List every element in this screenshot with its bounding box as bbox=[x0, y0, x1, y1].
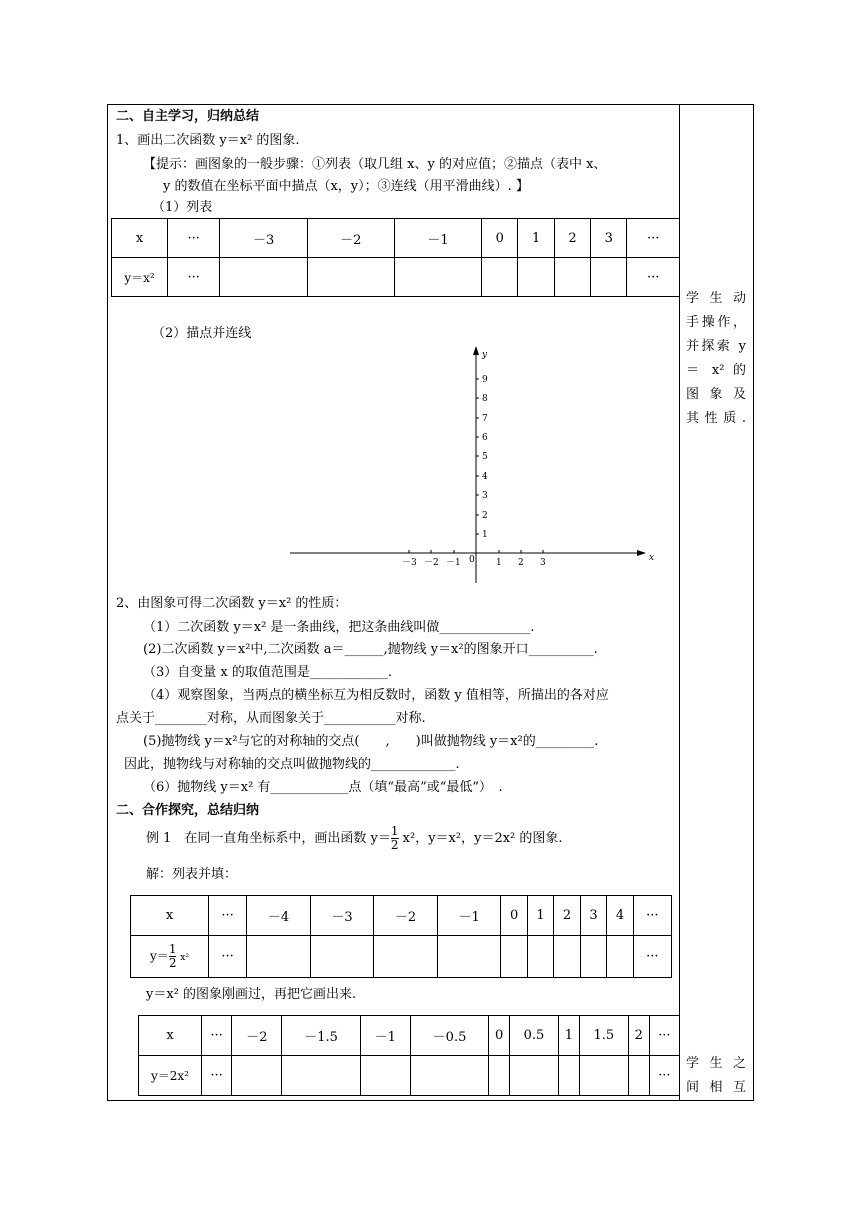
table-cell-blank[interactable] bbox=[360, 1056, 410, 1096]
table-cell-blank[interactable] bbox=[437, 936, 501, 978]
table-cell-blank[interactable] bbox=[628, 1056, 649, 1096]
table-cell: －3 bbox=[310, 896, 374, 936]
question-2: 2、由图象可得二次函数 y＝x² 的性质： bbox=[116, 596, 348, 611]
table-cell: －4 bbox=[247, 896, 311, 936]
table-cell: 2 bbox=[628, 1016, 649, 1056]
sidebar-note-line: 学 生 之 bbox=[686, 1056, 746, 1071]
x-tick-label: －1 bbox=[446, 558, 461, 568]
origin-label: 0 bbox=[469, 555, 475, 565]
table-cell: 1.5 bbox=[579, 1016, 628, 1056]
table-cell: －3 bbox=[220, 219, 307, 258]
table-cell: ··· bbox=[202, 1056, 232, 1096]
fraction-denominator: 2 bbox=[390, 838, 399, 852]
table-cell: ··· bbox=[627, 258, 680, 297]
table-row-x bbox=[131, 896, 672, 936]
y-tick-label: 7 bbox=[482, 414, 488, 424]
table-cell: ··· bbox=[209, 896, 247, 936]
table-cell-blank[interactable] bbox=[394, 258, 481, 297]
table-cell: y＝x² bbox=[112, 258, 168, 297]
table-cell-blank[interactable] bbox=[579, 1056, 628, 1096]
step-1-label: （1）列表 bbox=[152, 200, 213, 215]
table-cell: y＝2x² bbox=[139, 1056, 202, 1096]
table-row-y bbox=[139, 1056, 680, 1096]
table-row-x bbox=[139, 1016, 680, 1056]
sidebar-note-line: 学 生 动 bbox=[686, 291, 746, 306]
table-cell-blank[interactable] bbox=[607, 936, 633, 978]
fraction-denominator: 2 bbox=[168, 956, 177, 970]
y-tick-label: 4 bbox=[482, 472, 488, 482]
example-text-start: 例 1 在同一直角坐标系中，画出函数 y＝ bbox=[146, 831, 391, 846]
table-cell: ··· bbox=[209, 936, 247, 978]
sidebar-note-line: 并探索 y bbox=[686, 339, 746, 354]
property-1: （1）二次函数 y＝x² 是一条曲线，把这条曲线叫做______________. bbox=[143, 620, 535, 635]
y-tick-label: 5 bbox=[482, 452, 488, 462]
step-2-label: （2）描点并连线 bbox=[152, 326, 252, 341]
section-heading-1: 二、自主学习，归纳总结 bbox=[116, 109, 260, 124]
fraction-one-half bbox=[169, 943, 177, 970]
table-cell-blank[interactable] bbox=[591, 258, 627, 297]
table-cell: 2 bbox=[554, 219, 590, 258]
x-axis-arrow bbox=[637, 550, 646, 556]
table-cell: ··· bbox=[627, 219, 680, 258]
table-cell-blank[interactable] bbox=[307, 258, 394, 297]
table-cell: 4 bbox=[607, 896, 633, 936]
x-tick-label: 2 bbox=[518, 558, 524, 568]
label-prefix: y＝ bbox=[150, 949, 169, 963]
table-cell: ··· bbox=[649, 1056, 679, 1096]
property-3: （3）自变量 x 的取值范围是____________. bbox=[143, 665, 392, 680]
table-cell: －1 bbox=[394, 219, 481, 258]
sidebar-note-1 bbox=[686, 287, 746, 431]
table-cell: x bbox=[139, 1016, 202, 1056]
property-2: (2)二次函数 y＝x²中,二次函数 a＝______,抛物线 y＝x²的图象开口__________. bbox=[143, 642, 598, 657]
table-cell-blank[interactable] bbox=[247, 936, 311, 978]
table-cell-blank[interactable] bbox=[580, 936, 606, 978]
table-cell: －2 bbox=[232, 1016, 282, 1056]
table-cell: －2 bbox=[307, 219, 394, 258]
y-axis-label: y bbox=[482, 350, 488, 360]
fraction-numerator: 1 bbox=[168, 942, 177, 956]
table-cell-blank[interactable] bbox=[489, 1056, 510, 1096]
sidebar-note-line: 手操作， bbox=[686, 315, 746, 330]
fraction-numerator: 1 bbox=[390, 824, 399, 838]
table-cell-function bbox=[131, 936, 209, 978]
y-tick-label: 6 bbox=[482, 433, 488, 443]
table-cell: 1 bbox=[527, 896, 553, 936]
sidebar-note-line: ＝ x² 的 bbox=[686, 363, 746, 378]
table-cell: 1 bbox=[558, 1016, 579, 1056]
x-tick-label: 3 bbox=[540, 558, 546, 568]
table-cell-blank[interactable] bbox=[374, 936, 438, 978]
y-tick-label: 9 bbox=[482, 375, 488, 385]
table-cell-blank[interactable] bbox=[558, 1056, 579, 1096]
question-1: 1、画出二次函数 y＝x² 的图象. bbox=[116, 133, 300, 148]
table-cell: x bbox=[131, 896, 209, 936]
table-cell: 1 bbox=[518, 219, 554, 258]
y-tick-label: 3 bbox=[482, 491, 488, 501]
table-cell: 0.5 bbox=[510, 1016, 559, 1056]
sidebar-note-line: 其性质. bbox=[686, 411, 746, 426]
table-cell-blank[interactable] bbox=[232, 1056, 282, 1096]
property-4-line-2: 点关于________对称，从而图象关于___________对称. bbox=[116, 711, 426, 726]
table-cell-blank[interactable] bbox=[501, 936, 527, 978]
fraction-one-half bbox=[391, 825, 399, 852]
table-cell: ··· bbox=[202, 1016, 232, 1056]
table-cell-blank[interactable] bbox=[282, 1056, 360, 1096]
table-y-equals-half-x2 bbox=[130, 895, 672, 978]
table-cell-blank[interactable] bbox=[482, 258, 518, 297]
table-cell-blank[interactable] bbox=[554, 936, 580, 978]
note-line: y＝x² 的图象刚画过，再把它画出来. bbox=[146, 987, 357, 1002]
table-cell: 3 bbox=[591, 219, 627, 258]
table-row-y bbox=[112, 258, 680, 297]
y-tick-label: 2 bbox=[482, 511, 488, 521]
x-tick-label: 1 bbox=[496, 558, 502, 568]
sidebar-note-line: 图 象 及 bbox=[686, 387, 746, 402]
example-text-end: x²，y＝x²，y＝2x² 的图象. bbox=[398, 831, 563, 846]
property-6: （6）抛物线 y＝x² 有____________点（填“最高”或“最低”） . bbox=[143, 780, 503, 795]
table-row-x bbox=[112, 219, 680, 258]
sidebar-note-2 bbox=[686, 1052, 746, 1100]
x-tick-label: －3 bbox=[402, 558, 417, 568]
table-cell: ··· bbox=[633, 936, 671, 978]
y-tick-label: 8 bbox=[482, 394, 488, 404]
table-cell: －1 bbox=[360, 1016, 410, 1056]
table-cell: －0.5 bbox=[410, 1016, 488, 1056]
table-row-y bbox=[131, 936, 672, 978]
property-5-line-2: 因此，抛物线与对称轴的交点叫做抛物线的_____________. bbox=[124, 757, 460, 772]
table-cell: 2 bbox=[554, 896, 580, 936]
table-y-equals-2x2 bbox=[138, 1015, 680, 1096]
table-cell: ··· bbox=[633, 896, 671, 936]
label-suffix: x² bbox=[180, 953, 189, 963]
table-cell: ··· bbox=[168, 258, 220, 297]
table-cell-blank[interactable] bbox=[527, 936, 553, 978]
table-cell-blank[interactable] bbox=[554, 258, 590, 297]
table-cell: －2 bbox=[374, 896, 438, 936]
example-1 bbox=[146, 824, 563, 854]
table-cell: ··· bbox=[168, 219, 220, 258]
table-cell-blank[interactable] bbox=[220, 258, 307, 297]
table-cell: 0 bbox=[489, 1016, 510, 1056]
hint-line-2: y 的数值在坐标平面中描点（x，y）；③连线（用平滑曲线）. 】 bbox=[163, 179, 529, 194]
y-axis-arrow bbox=[473, 346, 479, 355]
sidebar-note-line: 间 相 互 bbox=[686, 1080, 746, 1095]
table-cell-blank[interactable] bbox=[510, 1056, 559, 1096]
coordinate-plane[interactable] bbox=[280, 340, 660, 590]
x-tick-label: －2 bbox=[424, 558, 439, 568]
table-cell: ··· bbox=[649, 1016, 679, 1056]
table-cell: x bbox=[112, 219, 168, 258]
section-heading-2: 二、合作探究，总结归纳 bbox=[116, 803, 260, 818]
property-5-line-1: (5)抛物线 y＝x²与它的对称轴的交点( , )叫做抛物线 y＝x²的_________. bbox=[143, 734, 599, 749]
x-axis-label: x bbox=[649, 553, 655, 563]
table-cell: 0 bbox=[501, 896, 527, 936]
table-cell-blank[interactable] bbox=[410, 1056, 488, 1096]
table-cell: －1 bbox=[437, 896, 501, 936]
solution-label: 解：列表并填： bbox=[146, 867, 238, 882]
table-cell: 3 bbox=[580, 896, 606, 936]
hint-line-1: 【提示：画图象的一般步骤：①列表（取几组 x、y 的对应值；②描点（表中 x、 bbox=[143, 157, 607, 172]
table-cell: 0 bbox=[482, 219, 518, 258]
table-cell: －1.5 bbox=[282, 1016, 360, 1056]
table-cell-blank[interactable] bbox=[310, 936, 374, 978]
table-cell-blank[interactable] bbox=[518, 258, 554, 297]
property-4-line-1: （4）观察图象，当两点的横坐标互为相反数时，函数 y 值相等，所描出的各对应 bbox=[143, 688, 609, 703]
table-y-equals-x2 bbox=[111, 218, 680, 297]
y-tick-label: 1 bbox=[482, 530, 488, 540]
